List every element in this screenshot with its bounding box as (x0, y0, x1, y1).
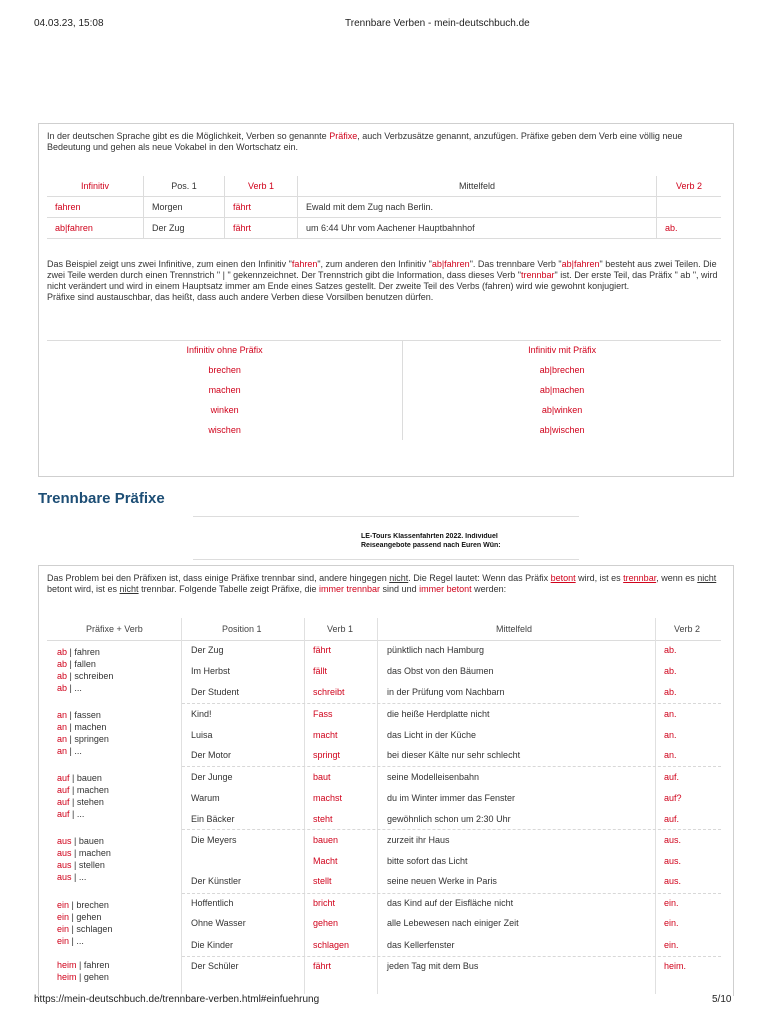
verb-label: fallen (74, 659, 96, 669)
table-cell: ein. (664, 898, 679, 908)
prefix-table (47, 340, 721, 440)
prefix-label: aus (57, 836, 72, 846)
table-cell: stellt (313, 876, 332, 886)
prefix-group: an | fassen an | machen an | springen an | ... (57, 710, 109, 756)
prefix-label: heim (57, 972, 77, 982)
verb-label: bauen (76, 773, 102, 783)
ad-line: LE-Tours Klassenfahrten 2022. Individuel (361, 533, 498, 540)
prefix-label: an (57, 710, 68, 720)
print-datetime: 04.03.23, 15:08 (34, 18, 104, 29)
prefix-label: ein (57, 924, 70, 934)
prefix-label: auf (57, 773, 70, 783)
table-cell: gewöhnlich schon um 2:30 Uhr (387, 814, 511, 824)
group-divider (182, 703, 721, 704)
table-cell: seine neuen Werke in Paris (387, 876, 497, 886)
verb-label: machen (78, 848, 111, 858)
table-cell: Ein Bäcker (191, 814, 235, 824)
verb-label: gehen (83, 972, 109, 982)
prefix-label: auf (57, 785, 70, 795)
prefix-label: auf (57, 797, 70, 807)
verb-label: schlagen (76, 924, 113, 934)
table-cell: fährt (313, 961, 332, 971)
col-divider (181, 618, 182, 994)
table-cell: jeden Tag mit dem Bus (387, 961, 479, 971)
col-divider (377, 618, 378, 994)
col-header: Mittelfeld (496, 624, 533, 634)
prefix-label: an (57, 722, 68, 732)
table-cell: zurzeit ihr Haus (387, 835, 450, 845)
group-divider (182, 766, 721, 767)
table-cell: schlagen (313, 940, 350, 950)
table-cell: macht (313, 730, 338, 740)
prefix-label: ab (57, 683, 68, 693)
table-cell: Fass (313, 709, 333, 719)
rule-paragraph: Das Problem bei den Präfixen ist, dass einige Präfixe trennbar sind, andere hingegen nicht. Die Regel lautet: Wenn das Präfix betont wird, ist es trennbar, wenn es nicht betont wird, ist es nicht trennbar. Folgende Tabelle zeigt Präfixe, die immer trennbar sind und immer betont werden: (47, 573, 717, 594)
praefixe-highlight[interactable]: Präfixe (329, 131, 358, 141)
table-cell: Der Student (191, 687, 240, 697)
table-cell: Hoffentlich (191, 898, 234, 908)
verb-label: gehen (76, 912, 102, 922)
table-row: brechen ab|brechen (47, 360, 721, 380)
table-cell: bricht (313, 898, 336, 908)
table-cell: gehen (313, 918, 339, 928)
table-cell: auf. (664, 772, 680, 782)
verb-label: ... (74, 746, 82, 756)
table-cell: ein. (664, 940, 679, 950)
table-cell: bauen (313, 835, 339, 845)
table-cell: Der Junge (191, 772, 233, 782)
table-cell: fällt (313, 666, 328, 676)
verb-label: bauen (78, 836, 104, 846)
table-row: machen ab|machen (47, 380, 721, 400)
verb-label: stehen (76, 797, 104, 807)
verb-label: brechen (76, 900, 109, 910)
verb-label: machen (74, 722, 107, 732)
verb-label: fahren (83, 960, 110, 970)
verb-label: ... (74, 683, 82, 693)
table-cell: an. (664, 730, 677, 740)
table-cell: schreibt (313, 687, 345, 697)
table-cell: Der Schüler (191, 961, 239, 971)
table-cell: Die Meyers (191, 835, 237, 845)
prefix-label: auf (57, 809, 70, 819)
table-cell: Der Künstler (191, 876, 242, 886)
table-row: wischen ab|wischen (47, 420, 721, 440)
table-cell: auf. (664, 814, 680, 824)
table-cell: Im Herbst (191, 666, 231, 676)
table-row: fahren Morgen fährt Ewald mit dem Zug nach Berlin. (47, 197, 721, 218)
table-cell: die heiße Herdplatte nicht (387, 709, 490, 719)
prefix-group: aus | bauen aus | machen aus | stellen aus | ... (57, 836, 111, 882)
col-divider (655, 618, 656, 994)
explanation-paragraph: Das Beispiel zeigt uns zwei Infinitive, zum einen den Infinitiv "fahren", zum anderen den Infinitiv "ab|fahren". Das trennbare Verb "ab|fahren" besteht aus zwei Teilen. Die zwei Teile werden durch einen Trennstrich " | " gekennzeichnet. Der Trennstrich gibt die Information, dass dieses Verb "trennbar" ist. Der erste Teil, das Präfix " ab ", wird nicht verändert und wird in einem Hauptsatz immer am Ende eines Satzes gestellt. Der zweite Teil des Verbs (fahren) wird wie gewohnt konjugiert. Präfixe sind austauschbar, das heißt, dass auch andere Verben diese Vorsilben benutzen dürfen. (47, 259, 718, 302)
prefix-label: ab (57, 647, 68, 657)
prefix-label: ein (57, 912, 70, 922)
section-heading: Trennbare Präfixe (38, 490, 165, 507)
table-cell: das Obst von den Bäumen (387, 666, 494, 676)
print-title: Trennbare Verben - mein-deutschbuch.de (345, 18, 530, 29)
table-cell: baut (313, 772, 331, 782)
col-header: Verb 1 (327, 624, 354, 634)
table-cell: Der Motor (191, 750, 232, 760)
table-cell: das Licht in der Küche (387, 730, 477, 740)
example-table (47, 176, 721, 239)
table-row: winken ab|winken (47, 400, 721, 420)
prefix-label: an (57, 734, 68, 744)
table-cell: auf? (664, 793, 682, 803)
table-cell: bitte sofort das Licht (387, 856, 468, 866)
table-cell: du im Winter immer das Fenster (387, 793, 516, 803)
col-header: Präfixe + Verb (86, 624, 143, 634)
table-cell: Macht (313, 856, 338, 866)
col-divider (304, 618, 305, 994)
table-divider (47, 640, 721, 641)
verb-label: ... (78, 872, 87, 882)
table-cell: Warum (191, 793, 220, 803)
page-number: 5/10 (712, 994, 732, 1005)
table-cell: ab. (664, 645, 677, 655)
table-cell: Die Kinder (191, 940, 234, 950)
table-cell: an. (664, 709, 677, 719)
table-cell: das Kellerfenster (387, 940, 455, 950)
table-row: ab|fahren Der Zug fährt um 6:44 Uhr vom Aachener Hauptbahnhof ab. (47, 218, 721, 239)
table-cell: Luisa (191, 730, 213, 740)
verb-label: schreiben (74, 671, 114, 681)
prefix-label: heim (57, 960, 77, 970)
prefix-group: ab | fahren ab | fallen ab | schreiben ab | ... (57, 647, 114, 693)
prefix-label: ein (57, 936, 70, 946)
prefix-group: heim | fahren heim | gehen (57, 960, 110, 982)
prefix-group: auf | bauen auf | machen auf | stehen auf | ... (57, 773, 109, 819)
prefix-label: aus (57, 872, 72, 882)
verb-label: stellen (78, 860, 105, 870)
prefix-label: aus (57, 848, 72, 858)
table-cell: heim. (664, 961, 687, 971)
table-cell: Der Zug (191, 645, 224, 655)
group-divider (182, 893, 721, 894)
table-cell: bei dieser Kälte nur sehr schlecht (387, 750, 521, 760)
verb-label: machen (76, 785, 109, 795)
prefix-group: ein | brechen ein | gehen ein | schlagen ein | ... (57, 900, 113, 946)
ad-banner[interactable] (193, 516, 579, 560)
table-row: Infinitiv Pos. 1 Verb 1 Mittelfeld Verb 2 (47, 176, 721, 197)
col-header: Position 1 (222, 624, 262, 634)
intro-paragraph: In der deutschen Sprache gibt es die Möglichkeit, Verben so genannte Präfixe, auch Verbzusätze genannt, anzufügen. Präfixe geben dem Verb eine völlig neue Bedeutung und gehen als neue Vokabel in den Wortschatz ein. (47, 131, 683, 152)
table-cell: Ohne Wasser (191, 918, 246, 928)
group-divider (182, 956, 721, 957)
table-cell: alle Lebewesen nach einiger Zeit (387, 918, 519, 928)
verb-label: ... (76, 809, 85, 819)
verb-label: springen (74, 734, 109, 744)
prefix-label: ab (57, 659, 68, 669)
table-cell: fährt (313, 645, 332, 655)
group-divider (182, 829, 721, 830)
prefix-label: ein (57, 900, 70, 910)
col-header: Verb 2 (674, 624, 701, 634)
table-cell: pünktlich nach Hamburg (387, 645, 485, 655)
table-cell: seine Modelleisenbahn (387, 772, 480, 782)
prefix-label: ab (57, 671, 68, 681)
prefix-label: an (57, 746, 68, 756)
table-cell: machst (313, 793, 343, 803)
verb-label: ... (76, 936, 84, 946)
table-cell: aus. (664, 856, 682, 866)
table-cell: springt (313, 750, 341, 760)
table-cell: ab. (664, 687, 677, 697)
table-cell: aus. (664, 835, 682, 845)
table-row: Infinitiv ohne Präfix Infinitiv mit Präfix (47, 340, 721, 360)
verb-label: fahren (74, 647, 100, 657)
ad-line: Reiseangebote passend nach Euren Wün: (361, 542, 501, 549)
table-cell: Kind! (191, 709, 212, 719)
table-cell: das Kind auf der Eisfläche nicht (387, 898, 514, 908)
table-cell: ein. (664, 918, 679, 928)
table-cell: steht (313, 814, 333, 824)
table-cell: in der Prüfung vom Nachbarn (387, 687, 505, 697)
table-cell: aus. (664, 876, 682, 886)
table-cell: an. (664, 750, 677, 760)
prefix-label: aus (57, 860, 72, 870)
print-url[interactable]: https://mein-deutschbuch.de/trennbare-verben.html#einfuehrung (34, 994, 320, 1005)
verb-label: fassen (74, 710, 101, 720)
table-cell: ab. (664, 666, 677, 676)
